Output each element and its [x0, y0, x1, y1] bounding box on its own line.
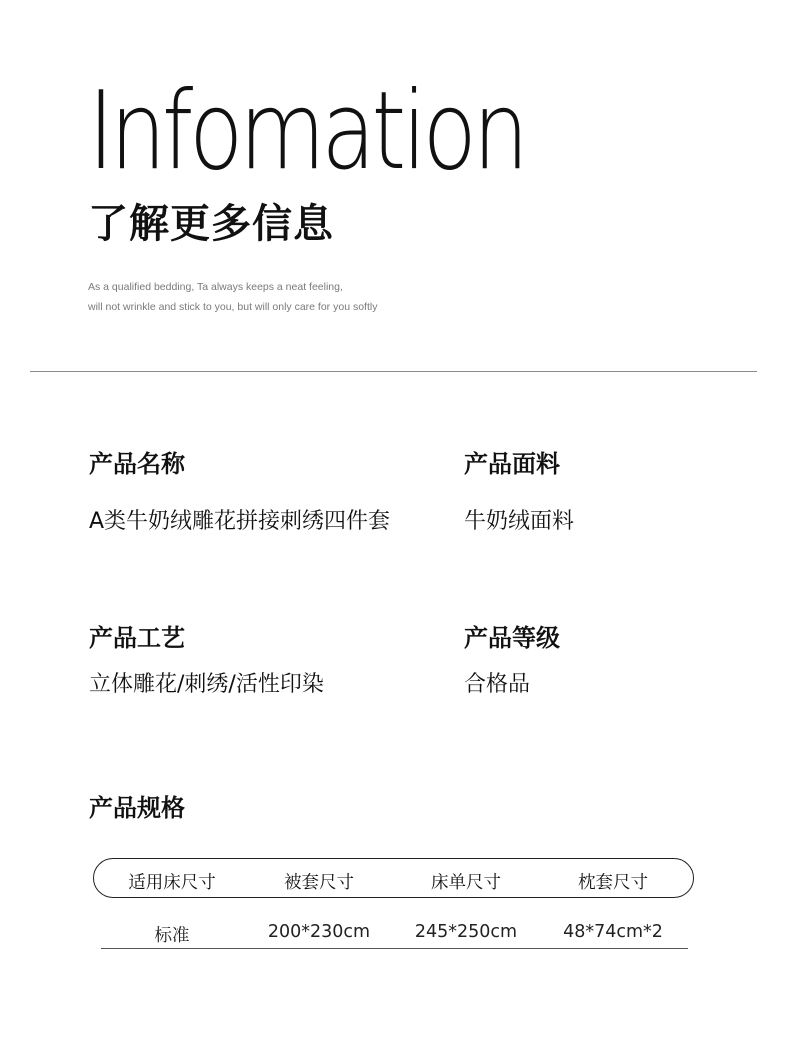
spec-value-pillowcase-size: 48*74cm*2 [563, 922, 663, 942]
spec-header-pillowcase-size: 枕套尺寸 [578, 873, 648, 893]
product-spec-label: 产品规格 [89, 794, 185, 822]
product-grade-label: 产品等级 [464, 624, 560, 652]
product-craft-value: 立体雕花/刺绣/活性印染 [89, 672, 324, 697]
product-fabric-value: 牛奶绒面料 [464, 509, 575, 534]
product-name-value: A类牛奶绒雕花拼接刺绣四件套 [89, 509, 391, 534]
spec-row-underline [101, 948, 688, 949]
spec-value-duvet-size: 200*230cm [267, 922, 371, 942]
tagline-line-2: will not wrinkle and stick to you, but will only care for you softly [88, 301, 378, 313]
spec-header-sheet-size: 床单尺寸 [431, 873, 501, 893]
tagline-line-1: As a qualified bedding, Ta always keeps a neat feeling, [88, 281, 343, 293]
section-divider [30, 371, 757, 372]
page-subtitle: 了解更多信息 [88, 201, 334, 247]
product-fabric-label: 产品面料 [464, 450, 560, 478]
product-grade-value: 合格品 [464, 672, 531, 697]
spec-header-duvet-size: 被套尺寸 [284, 873, 354, 893]
product-name-label: 产品名称 [89, 450, 185, 478]
spec-value-sheet-size: 245*250cm [414, 922, 518, 942]
product-craft-label: 产品工艺 [89, 624, 185, 652]
spec-header-bed-size: 适用床尺寸 [128, 873, 216, 893]
spec-value-bed-size: 标准 [154, 926, 190, 946]
page-title: Infomation [88, 69, 525, 194]
